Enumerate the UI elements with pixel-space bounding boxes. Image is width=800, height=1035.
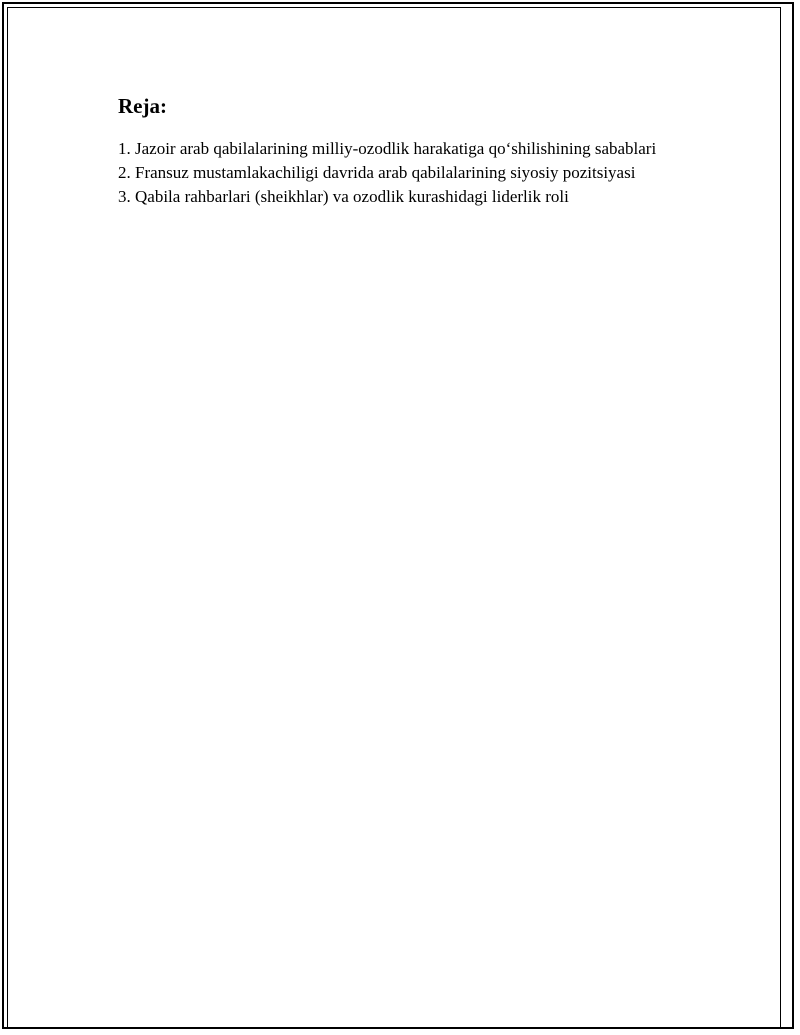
plan-list (118, 137, 718, 209)
document-content (118, 92, 718, 209)
plan-item-3: 3. Qabila rahbarlari (sheikhlar) va ozodlik kurashidagi liderlik roli (118, 187, 569, 206)
plan-item-1: 1. Jazoir arab qabilalarining milliy-ozodlik harakatiga qo‘shilishining sabablari (118, 139, 657, 158)
plan-heading: Reja: (118, 94, 167, 118)
plan-item-2: 2. Fransuz mustamlakachiligi davrida arab qabilalarining siyosiy pozitsiyasi (118, 163, 636, 182)
